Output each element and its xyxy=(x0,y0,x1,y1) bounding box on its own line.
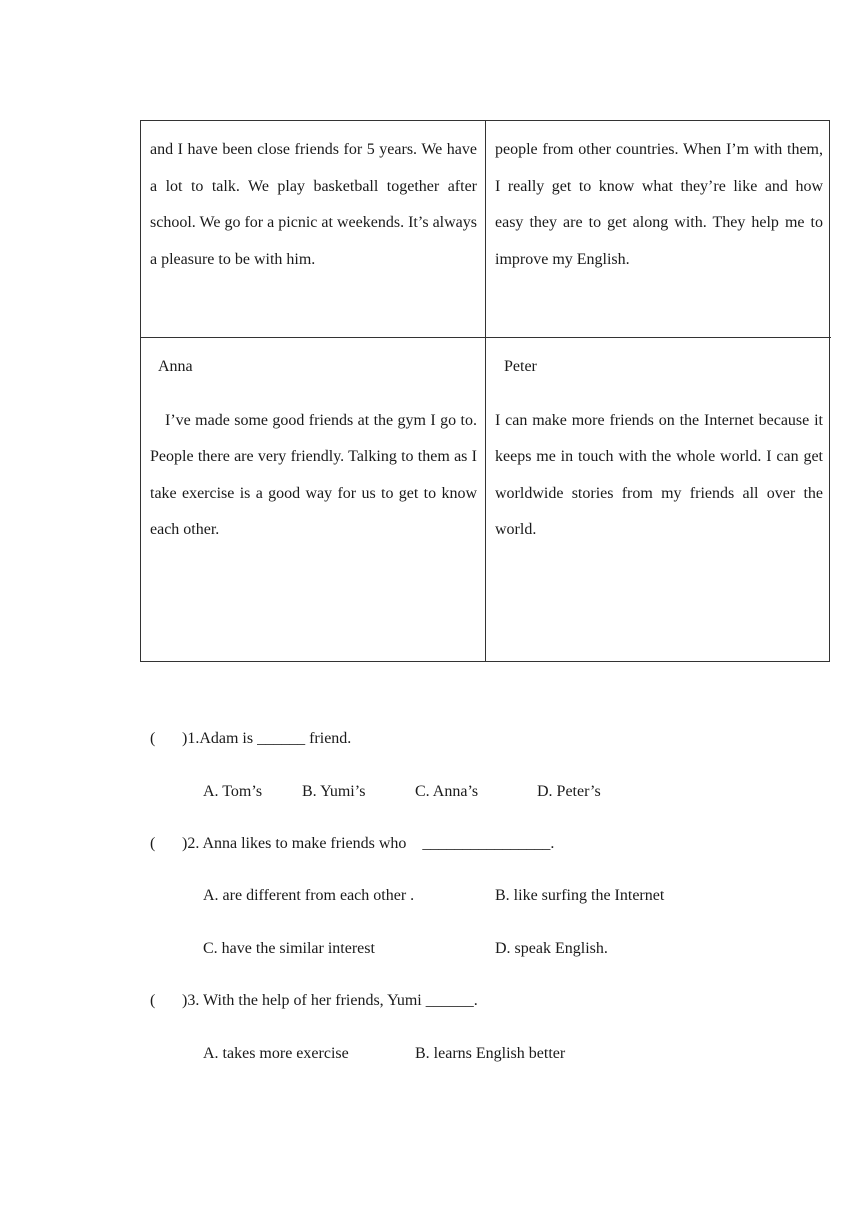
passage-text: I can make more friends on the Internet because it keeps me in touch with the whole world. I can get worldwide stories from my friends all over the world. xyxy=(495,411,823,539)
option-a: A. takes more exercise xyxy=(203,1045,349,1062)
person-name: Peter xyxy=(504,358,537,375)
question-stem: )2. Anna likes to make friends who ________________. xyxy=(182,835,555,852)
answer-blank[interactable]: ( xyxy=(150,730,156,747)
option-b: B. learns English better xyxy=(415,1045,566,1062)
option-d: D. speak English. xyxy=(495,940,608,957)
passage-text: people from other countries. When I’m with them, I really get to know what they’re like and how easy they are to get along with. They help me to improve my English. xyxy=(495,141,823,268)
passage-table xyxy=(140,120,830,662)
question-stem: )1.Adam is ______ friend. xyxy=(182,730,352,747)
option-c: C. have the similar interest xyxy=(203,940,375,957)
passage-cell-peter xyxy=(486,338,831,662)
passage-text: I’ve made some good friends at the gym I go to. People there are very friendly. Talking to them as I take exercise is a good way for us to get to know each other. xyxy=(150,411,477,539)
option-d: D. Peter’s xyxy=(537,783,601,800)
option-a: A. Tom’s xyxy=(203,783,263,800)
passage-cell-anna xyxy=(141,338,486,662)
option-b: B. Yumi’s xyxy=(302,783,366,800)
passage-text: and I have been close friends for 5 years. We have a lot to talk. We play basketball together after school. We go for a picnic at weekends. It’s always a pleasure to be with him. xyxy=(150,141,477,268)
question-3 xyxy=(150,991,478,1011)
passage-cell-yumi xyxy=(486,121,831,338)
option-c: C. Anna’s xyxy=(415,783,479,800)
answer-blank[interactable]: ( xyxy=(150,835,156,852)
passage-cell-tom xyxy=(141,121,486,338)
question-1 xyxy=(150,729,351,749)
option-b: B. like surfing the Internet xyxy=(495,887,665,904)
option-a: A. are different from each other . xyxy=(203,887,415,904)
answer-blank[interactable]: ( xyxy=(150,992,156,1009)
person-name: Anna xyxy=(158,358,193,375)
question-2 xyxy=(150,834,554,854)
question-stem: )3. With the help of her friends, Yumi ______. xyxy=(182,992,478,1009)
